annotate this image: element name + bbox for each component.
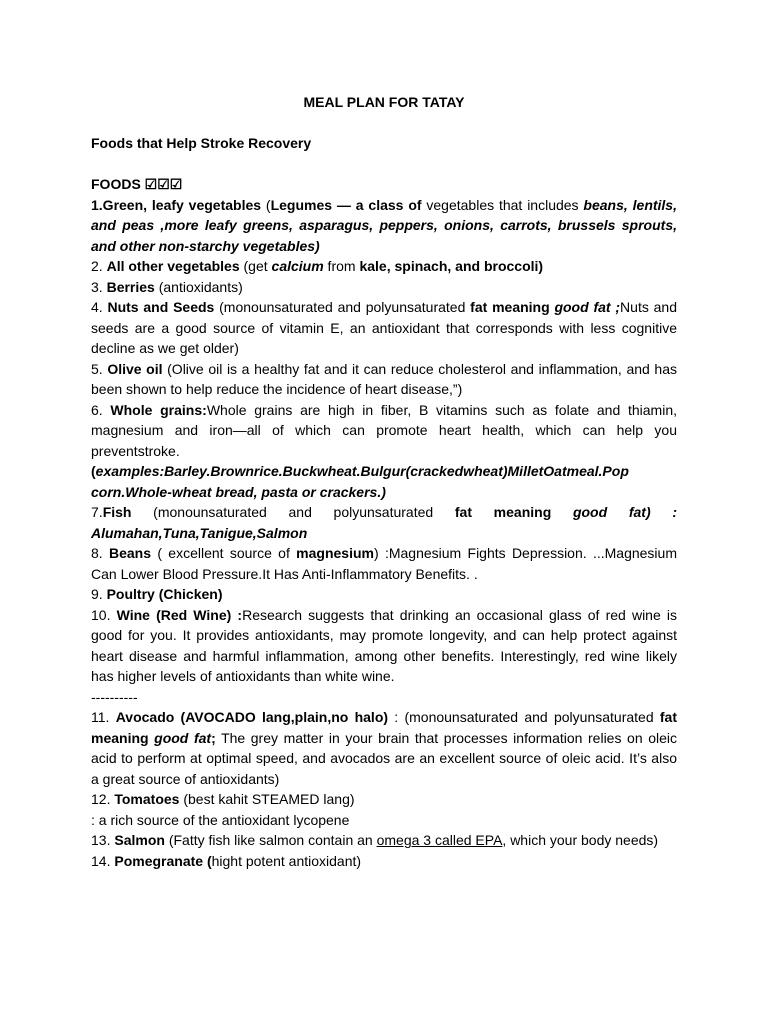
food-item-9: 9. Poultry (Chicken) [91,586,223,602]
document-subtitle: Foods that Help Stroke Recovery [91,135,312,151]
food-item-13: 13. Salmon (Fatty fish like salmon contain an omega 3 called EPA, which your body needs) [91,832,659,848]
food-item-4: 4. Nuts and Seeds (monounsaturated and polyunsaturated fat meaning good fat ;Nuts and seeds are a good source of vitamin E, an antioxidant that corresponds with less cognitive decline as we get older) [91,299,677,356]
food-item-10: 10. Wine (Red Wine) :Research suggests that drinking an occasional glass of red wine is good for you. It provides antioxidants, may promote longevity, and can help protect against heart disease and harmful inflammation, among other benefits. Interestingly, red wine likely has higher levels of antioxidants than white wine. [91,606,677,684]
separator-line: ---------- [91,688,138,705]
food-item-7: 7.Fish (monounsaturated and polyunsaturated fat meaning good fat) : Alumahan,Tuna,Tanigue,Salmon [91,504,677,541]
food-item-11: 11. Avocado (AVOCADO lang,plain,no halo) : (monounsaturated and polyunsaturated fat meaning good fat; The grey matter in your brain that processes information relies on oleic acid to perform at optimal speed, and avocados are an excellent source of oleic acid. It’s also a great source of antioxidants) [91,709,677,787]
food-item-6: 6. Whole grains:Whole grains are high in fiber, B vitamins such as folate and thiamin, magnesium and iron—all of which can promote heart health, which can help you preventstroke. [91,401,677,459]
food-item-12: 12. Tomatoes (best kahit STEAMED lang) [91,791,355,807]
food-item-5: 5. Olive oil (Olive oil is a healthy fat and it can reduce cholesterol and inflammation, and has been shown to help reduce the incidence of heart disease,”) [91,360,677,397]
food-item-8: 8. Beans ( excellent source of magnesium) :Magnesium Fights Depression. ...Magnesium Can Lower Blood Pressure.It Has Anti-Inflammatory Benefits. . [91,545,677,582]
whole-grains-examples: (examples:Barley.Brownrice.Buckwheat.Bulgur(crackedwheat)MilletOatmeal.Pop corn.Whole-wheat bread, pasta or crackers.) [91,463,629,500]
document-title: MEAL PLAN FOR TATAY [303,94,465,110]
foods-heading: FOODS ☑☑☑ [91,176,183,192]
tomatoes-note: : a rich source of the antioxidant lycopene [91,811,350,828]
food-item-2: 2. All other vegetables (get calcium from kale, spinach, and broccoli) [91,258,544,274]
food-item-14: 14. Pomegranate (hight potent antioxidant) [91,852,362,869]
food-item-3: 3. Berries (antioxidants) [91,278,243,295]
food-item-1: 1.Green, leafy vegetables (Legumes — a class of vegetables that includes beans, lentils, and peas ,more leafy greens, asparagus, peppers, onions, carrots, brussels sprouts, and other non-starchy vegetables) [91,196,677,254]
document-page [91,92,677,871]
